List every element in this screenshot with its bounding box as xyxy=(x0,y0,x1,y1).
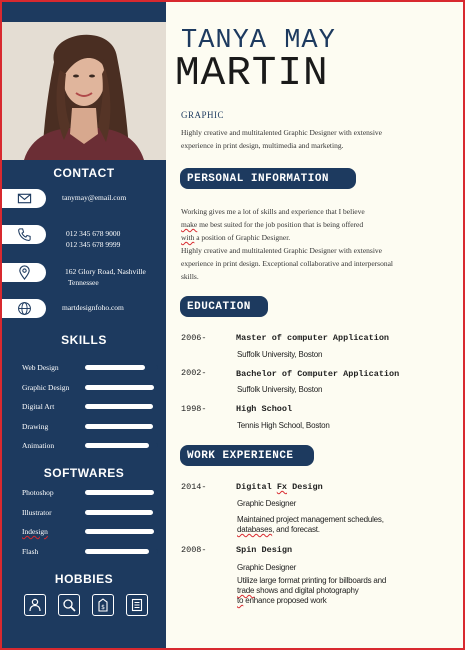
experience-word-trade: trade xyxy=(237,586,255,595)
globe-icon xyxy=(2,299,46,318)
software-row xyxy=(2,508,166,522)
skill-label: Digital Art xyxy=(22,402,55,411)
contact-phone-2[interactable]: 012 345 678 9999 xyxy=(66,240,121,249)
skill-bar-fill xyxy=(85,424,153,429)
experience-desc-2-line-2-rest: shows and digital photography xyxy=(254,586,359,595)
skill-row xyxy=(2,363,166,377)
contact-heading: CONTACT xyxy=(53,166,115,180)
personal-word-make: make xyxy=(181,220,198,229)
experience-title-1 xyxy=(236,482,323,492)
software-bar-track xyxy=(85,529,158,534)
education-year-2: 2002- xyxy=(181,368,207,378)
education-title-2: Bachelor of Computer Application xyxy=(236,369,400,379)
personal-line-5: experience in print design. Exceptional collaborative and interpersonal xyxy=(181,259,394,268)
contact-phone-text xyxy=(66,228,166,250)
skill-row xyxy=(2,383,166,397)
experience-desc-1-line-2 xyxy=(237,525,427,535)
sidebar xyxy=(2,2,166,648)
skill-row xyxy=(2,441,166,455)
skill-row xyxy=(2,402,166,416)
software-row xyxy=(2,527,166,541)
phone-icon xyxy=(2,225,46,244)
software-label: Photoshop xyxy=(22,488,54,497)
work-experience-heading: WORK EXPERIENCE xyxy=(180,445,314,466)
sidebar-top-bar xyxy=(2,2,166,22)
experience-word-to: to xyxy=(237,596,244,605)
contact-website-row xyxy=(2,299,166,329)
experience-desc-2-line-1: Utilize large format printing for billboards and xyxy=(237,576,387,585)
role-title: GRAPHIC xyxy=(181,110,225,120)
personal-line-3-rest: a position of Graphic Designer. xyxy=(194,233,291,242)
experience-position-1: Graphic Designer xyxy=(237,499,297,508)
skill-bar-fill xyxy=(85,404,153,409)
experience-position-2: Graphic Designer xyxy=(237,563,297,572)
experience-title-1-b: Fx xyxy=(276,482,288,492)
experience-desc-1 xyxy=(237,515,427,535)
skill-label: Graphic Design xyxy=(22,382,70,392)
personal-word-with: with xyxy=(181,233,195,242)
softwares-heading: SOFTWARES xyxy=(43,466,125,480)
education-heading: EDUCATION xyxy=(180,296,268,317)
education-school-3: Tennis High School, Boston xyxy=(237,421,330,430)
skill-bar-track xyxy=(85,404,158,409)
experience-title-1-c: Design xyxy=(287,482,323,492)
profile-photo xyxy=(2,22,166,160)
education-title-3: High School xyxy=(236,404,293,414)
software-bar-fill xyxy=(85,510,153,515)
education-year-1: 2006- xyxy=(181,333,207,343)
magnifier-icon xyxy=(58,594,80,616)
skill-row xyxy=(2,422,166,436)
skill-bar-fill xyxy=(85,385,154,390)
experience-desc-2-line-3 xyxy=(237,596,427,606)
software-bar-fill xyxy=(85,549,149,554)
hobbies-heading: HOBBIES xyxy=(54,572,114,586)
money-tag-icon xyxy=(92,594,114,616)
software-label: Flash xyxy=(22,546,39,556)
contact-address-row xyxy=(2,263,166,293)
education-school-1: Suffolk University, Boston xyxy=(237,350,323,359)
skills-heading: SKILLS xyxy=(61,333,107,347)
contact-address-line-2: Tennessee xyxy=(68,278,99,287)
experience-word-databases: databases xyxy=(237,525,273,534)
personal-line-2-rest: me best suited for the job position that is being offered xyxy=(197,220,364,229)
name-last: MARTIN xyxy=(175,51,329,97)
skill-label: Animation xyxy=(22,441,55,450)
skill-bar-track xyxy=(85,443,158,448)
experience-desc-2-line-3-rest: enhance proposed work xyxy=(243,596,327,605)
education-title-1: Master of computer Application xyxy=(236,333,390,343)
software-bar-track xyxy=(85,510,158,515)
education-year-3: 1998- xyxy=(181,404,207,414)
software-bar-track xyxy=(85,549,158,554)
hobbies-icons xyxy=(24,594,148,618)
software-row xyxy=(2,488,166,502)
svg-text:$: $ xyxy=(101,604,105,611)
education-school-2: Suffolk University, Boston xyxy=(237,385,323,394)
experience-year-2: 2008- xyxy=(181,545,207,555)
personal-line-2 xyxy=(181,218,427,231)
contact-phone-row xyxy=(2,225,166,255)
personal-line-6: skills. xyxy=(181,272,199,281)
location-pin-icon xyxy=(2,263,46,282)
software-label: Illustrator xyxy=(22,507,52,517)
skill-bar-track xyxy=(85,424,158,429)
experience-desc-2-line-2 xyxy=(237,586,427,596)
experience-desc-1-line-1: Maintained project management schedules, xyxy=(237,515,384,524)
software-bar-fill xyxy=(85,529,154,534)
summary-line-1: Highly creative and multitalented Graphic Designer with extensive xyxy=(181,128,382,137)
personal-line-4: Highly creative and multitalented Graphic Designer with extensive xyxy=(181,246,382,255)
contact-address xyxy=(65,266,165,288)
experience-desc-2 xyxy=(237,576,427,606)
envelope-icon xyxy=(2,189,46,208)
skill-bar-track xyxy=(85,385,158,390)
contact-address-line-1: 162 Glory Road, Nashville xyxy=(65,267,146,276)
skill-bar-fill xyxy=(85,443,149,448)
name-first: TANYA MAY xyxy=(181,26,336,56)
summary-line-2: experience in print design, multimedia and marketing. xyxy=(181,141,344,150)
experience-year-1: 2014- xyxy=(181,482,207,492)
experience-title-2: Spin Design xyxy=(236,545,293,555)
software-label: Indesign xyxy=(22,527,48,536)
skill-bar-fill xyxy=(85,365,145,370)
personal-info-text xyxy=(181,205,427,283)
personal-info-heading: PERSONAL INFORMATION xyxy=(180,168,356,189)
contact-email-row xyxy=(2,189,166,219)
software-row xyxy=(2,547,166,561)
person-icon xyxy=(24,594,46,616)
experience-title-1-a: Digital xyxy=(236,482,277,492)
contact-phone-1[interactable]: 012 345 678 9000 xyxy=(66,229,121,238)
summary xyxy=(181,126,427,152)
skill-label: Web Design xyxy=(22,363,59,372)
experience-desc-1-line-2-rest: , and forecast. xyxy=(272,525,320,534)
skill-bar-track xyxy=(85,365,158,370)
skill-label: Drawing xyxy=(22,421,49,431)
software-bar-fill xyxy=(85,490,154,495)
software-bar-track xyxy=(85,490,158,495)
contact-email[interactable]: tanymay@email.com xyxy=(62,193,127,202)
document-icon xyxy=(126,594,148,616)
personal-line-3 xyxy=(181,231,427,244)
personal-line-1: Working gives me a lot of skills and experience that I believe xyxy=(181,207,365,216)
contact-website[interactable]: martdesignfoho.com xyxy=(62,303,124,312)
